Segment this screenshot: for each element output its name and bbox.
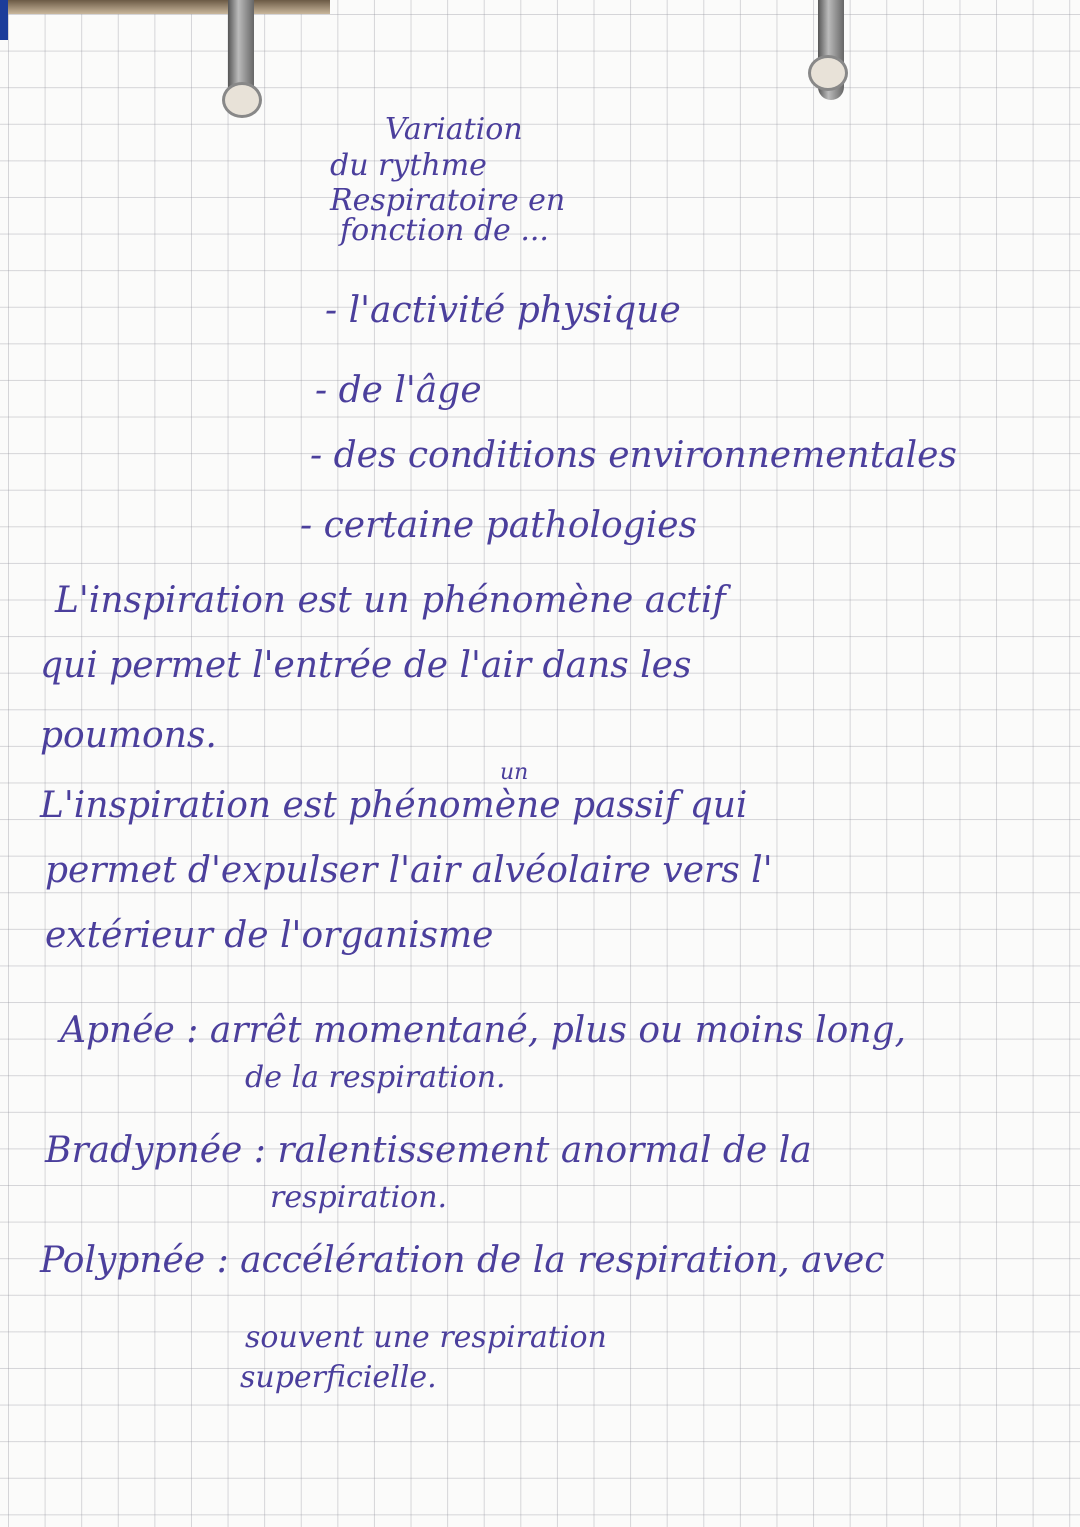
expiration-line: permet d'expulser l'air alvéolaire vers l': [45, 850, 773, 891]
factor-item: - certaine pathologies: [300, 505, 698, 546]
definition-polypnee-cont: superficielle.: [240, 1360, 437, 1395]
title-line: Respiratoire en: [330, 183, 566, 218]
insert-word: un: [500, 760, 529, 785]
definition-apnee-cont: de la respiration.: [245, 1060, 506, 1095]
title-line: Variation: [385, 112, 523, 147]
ring-hole-left: [222, 82, 262, 118]
inspiration-line: qui permet l'entrée de l'air dans les: [40, 645, 692, 686]
inspiration-line: L'inspiration est un phénomène actif: [55, 580, 726, 621]
definition-polypnee-cont: souvent une respiration: [245, 1320, 607, 1355]
inspiration-line: poumons.: [40, 715, 217, 756]
factor-item: - des conditions environnementales: [310, 435, 957, 476]
definition-bradypnee: Bradypnée : ralentissement anormal de la: [45, 1130, 812, 1171]
definition-apnee: Apnée : arrêt momentané, plus ou moins long,: [60, 1010, 906, 1051]
factor-item: - de l'âge: [315, 370, 482, 411]
definition-polypnee: Polypnée : accélération de la respiration, avec: [40, 1240, 885, 1281]
title-line: fonction de ...: [340, 213, 549, 248]
expiration-line: extérieur de l'organisme: [45, 915, 494, 956]
ring-hole-right: [808, 55, 848, 91]
corner-mark: [0, 0, 8, 40]
paper-top-edge: [0, 0, 330, 14]
definition-bradypnee-cont: respiration.: [270, 1180, 448, 1215]
factor-item: - l'activité physique: [325, 290, 681, 331]
title-line: du rythme: [330, 148, 487, 183]
expiration-line: L'inspiration est phénomène passif qui: [40, 785, 748, 826]
